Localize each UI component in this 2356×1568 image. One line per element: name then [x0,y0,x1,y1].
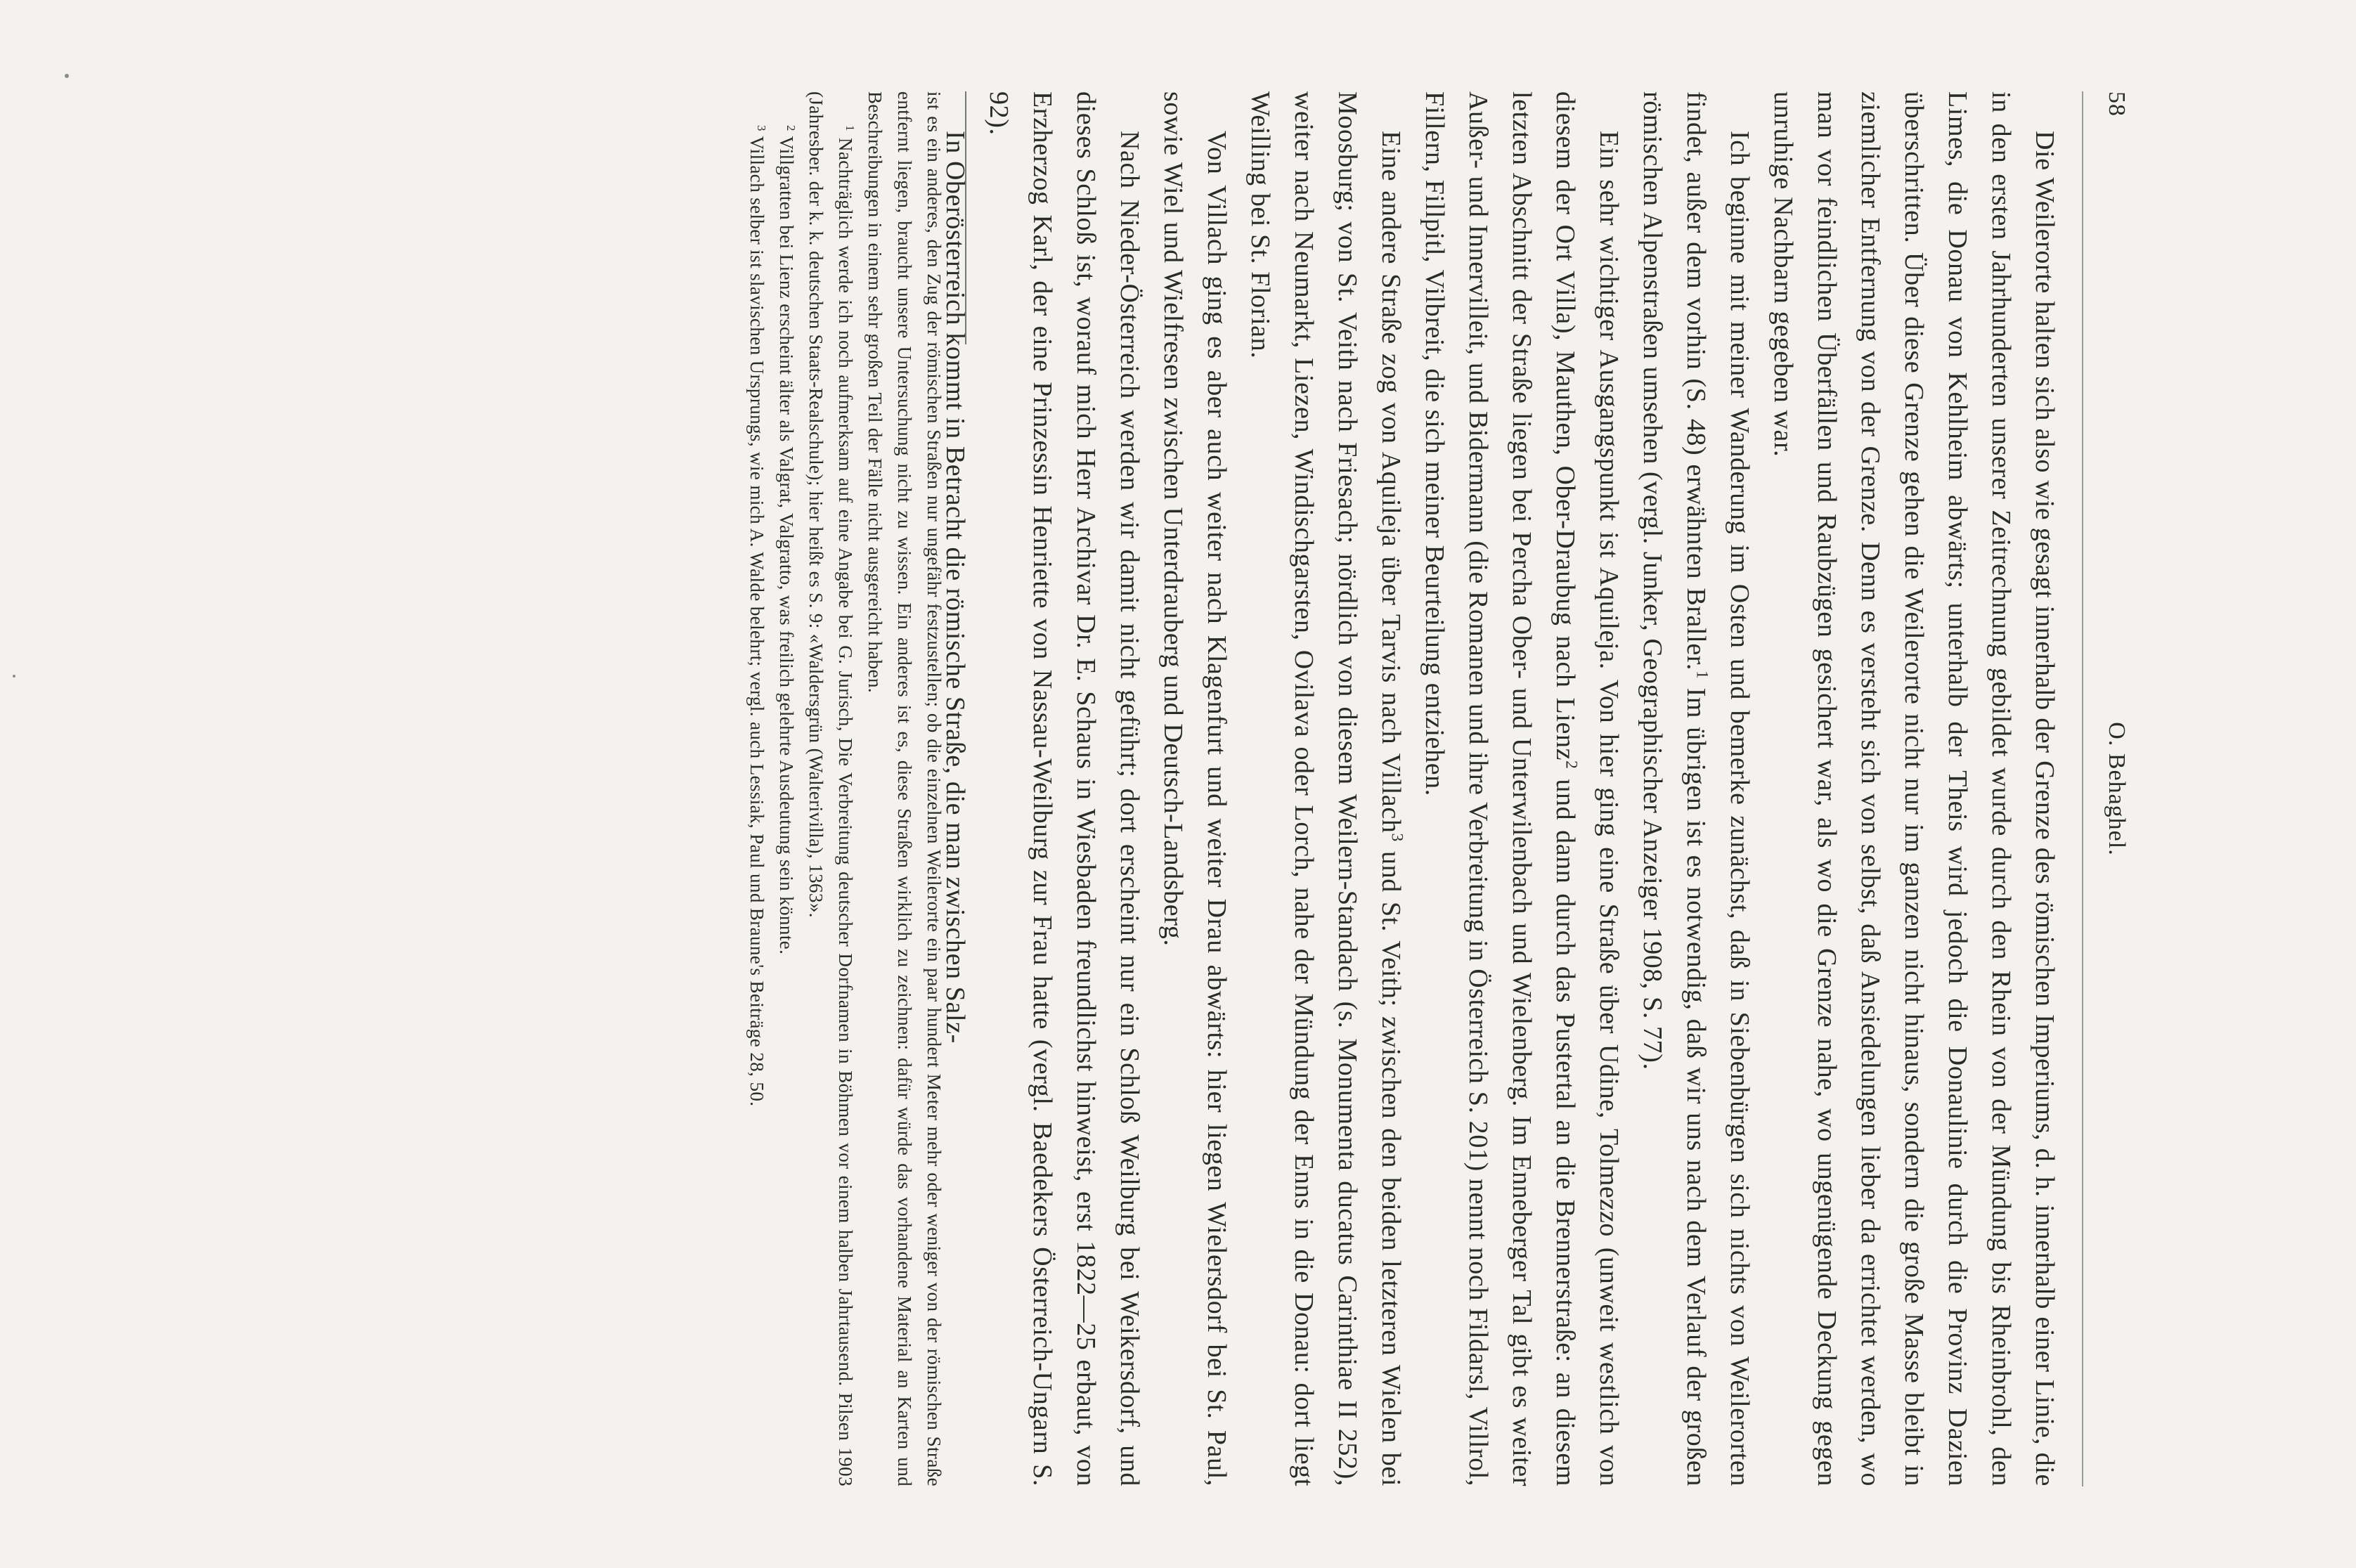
footnote: $^1$ Nachträglich werde ich noch aufmerksam auf eine Angabe bei G. Jurisch, Die Verbreitung deutscher Dorfnamen in Böhmen vor einem halben Jahrtausend. Pilsen 1903 (Jahresber. der k. k. deutschen Staats-Realschule); hier heißt es S. 9: «Waldersgrün (Walterivilla), 1363». [805,91,857,1486]
scan-speck [13,675,15,678]
scan-speck [65,74,69,78]
main-text [933,91,2066,1486]
footnote-marker: 2 [784,125,798,131]
footnotes [742,91,949,1486]
paragraph: Nach Nieder-Österreich werden wir damit nicht geführt; dort erscheint nur ein Schloß Weilburg bei Weikersdorf, und dieses Schloß ist, worauf mich Herr Archivar Dr. E. Schaus in Wiesbaden freundlichst hinweist, erst 1822—25 erbaut, von Erzherzog Karl, der eine Prinzessin Henriette von Nassau-Weilburg zur Frau hatte (vergl. Baedekers Österreich-Ungarn S. 92). [984,91,1144,1486]
footnote-ref: 2 [1562,760,1581,770]
footnote: $^2$ Villgratten bei Lienz erscheint älter als Valgrat, Valgratto, was freilich gelehrte Ausdeutung sein könnte. [776,125,798,955]
footnote-ref: 3 [1387,833,1406,842]
paragraph: Ich beginne mit meiner Wanderung im Osten und bemerke zunächst, daß in Siebenbürgen sich nichts von Weilerorten findet, außer dem vorhin (S. 48) erwähnten Braller.$^1$ Im übrigen ist es notwendig, daß wir uns nach dem Verlauf der großen römischen Alpenstraßen umsehen (vergl. Junker, Geographischer Anzeiger 1908, S. 77). [1638,91,1754,1487]
running-head [2088,91,2130,1486]
footnote-rule [965,91,966,344]
paragraph: Von Villach ging es aber auch weiter nach Klagenfurt und weiter Drau abwärts: hier liegen Wielersdorf bei St. Paul, sowie Wiel und Wielfresen zwischen Unterdrauberg und Deutsch-Landsberg. [1158,91,1231,1486]
header-rule [2082,91,2083,1486]
paragraph: In Oberösterreich kommt in Betracht die römische Straße, die man zwischen Salz- [940,131,970,1044]
page-number: 58 [2104,91,2130,117]
running-title: O. Behaghel. [2104,722,2130,856]
footnote-ref: 1 [1692,670,1711,680]
page-content [422,91,2130,1497]
footnote: $^3$ Villach selber ist slavischen Ursprungs, wie mich A. Walde belehrt; vergl. auch Lessiak, Paul und Braune's Beiträge 28, 50. [746,125,768,1107]
footnote-marker: 1 [843,125,857,131]
paragraph: Eine andere Straße zog von Aquileja über Tarvis nach Villach$^3$ und St. Veith; zwischen den beiden letzteren Wielen bei Moosburg; von St. Veith nach Friesach; nördlich von diesem Weilern-Standach (s. Monumenta ducatus Carinthiae II 252), weiter nach Neumarkt, Liezen, Windischgarsten, Ovilava oder Lorch, nahe der Mündung der Enns in die Donau: dort liegt Weilling bei St. Florian. [1245,91,1406,1486]
paragraph: Ein sehr wichtiger Ausgangspunkt ist Aquileja. Von hier ging eine Straße über Udine, Tolmezzo (unweit westlich von diesem der Ort Villa), Mauthen, Ober-Draubug nach Lienz$^2$ und dann durch das Pustertal an die Brennerstraße: an diesem letzten Abschnitt der Straße liegen bei Percha Ober- und Unterwilenbach und Wielenberg. Im Enneberger Tal gibt es weiter Außer- und Innervilleit, und Bidermann (die Romanen und ihre Verbreitung in Österreich S. 201) nennt noch Fildarsl, Villrol, Fillern, Fillpitl, Vilbreit, die sich meiner Beurteilung entziehen. [1420,91,1624,1487]
footnote-continuation: ist es ein anderes, den Zug der römischen Straßen nur ungefähr festzustellen; ob die einzelnen Weilerorte ein paar hundert Meter mehr oder weniger von der römischen Straße entfernt liegen, braucht unsere Untersuchung nicht zu wissen. Ein anderes ist es, diese Straßen wirklich zu zeichnen: dafür würde das vorhandene Material an Karten und Beschreibungen in einem sehr großen Teil der Fälle nicht ausgereicht haben. [865,91,945,1486]
paragraph: Die Weilerorte halten sich also wie gesagt innerhalb der Grenze des römischen Imperiums, d. h. innerhalb einer Linie, die in den ersten Jahrhunderten unserer Zeitrechnung gebildet wurde durch den Rhein von der Mündung bis Rheinbrohl, den Limes, die Donau von Kehlheim abwärts; unterhalb der Theis wird jedoch die Donaulinie durch die Provinz Dazien überschritten. Über diese Grenze gehen die Weilerorte nicht nur im ganzen nicht hinaus, sondern die große Masse bleibt in ziemlicher Entfernung von der Grenze. Denn es versteht sich von selbst, daß Ansiedelungen lieber da errichtet werden, wo man vor feindlichen Überfällen und Raubzügen gesichert war, als wo die Grenze nahe, wo ungenügende Deckung gegen unruhige Nachbarn gegeben war. [1768,91,2059,1486]
footnote-marker: 3 [755,125,768,131]
